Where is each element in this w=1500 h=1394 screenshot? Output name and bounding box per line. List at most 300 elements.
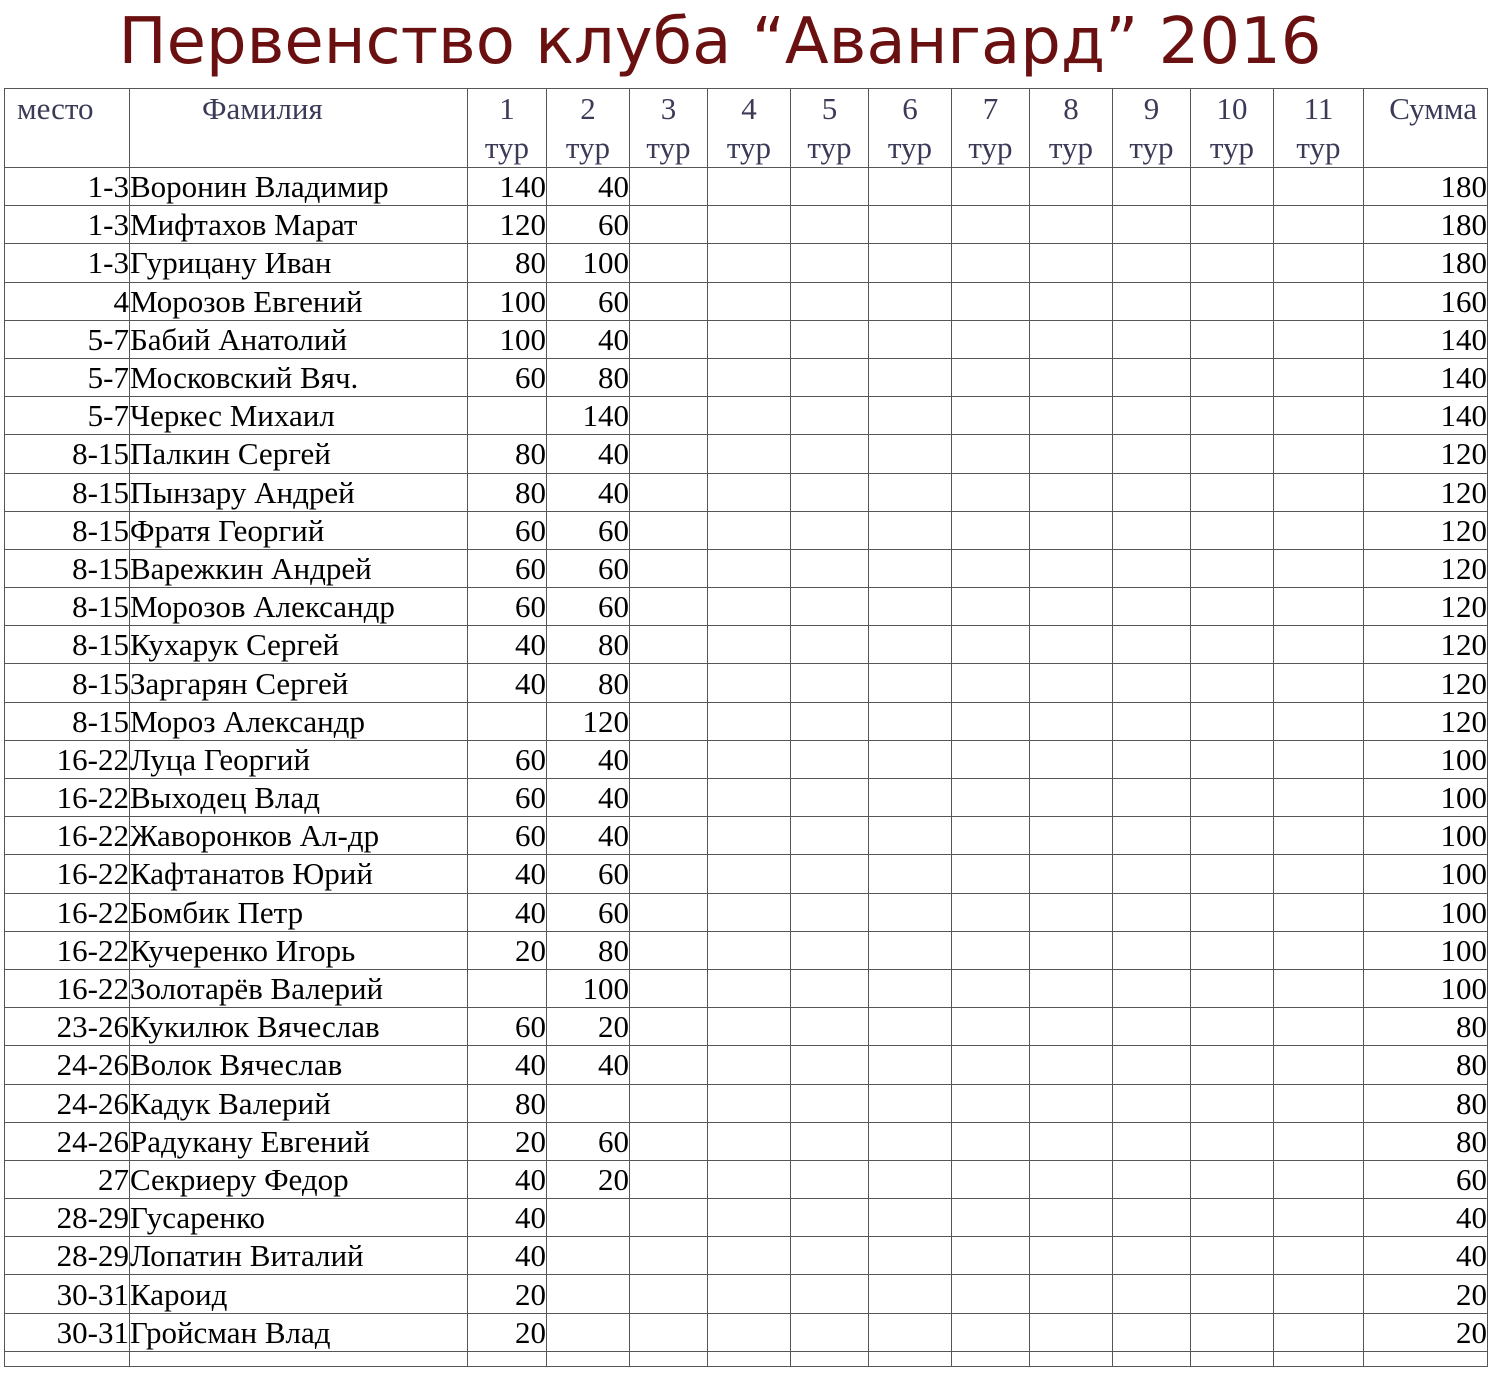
round-4-score-cell [708, 549, 791, 587]
round-4-score-cell [708, 1237, 791, 1275]
round-5-score-cell [791, 626, 869, 664]
round-5-score-cell [791, 168, 869, 206]
round-8-score-cell [1030, 969, 1113, 1007]
round-3-score-cell [630, 702, 708, 740]
round-3-score-cell [630, 1084, 708, 1122]
round-8-score-cell [1030, 702, 1113, 740]
round-11-score-cell [1274, 817, 1364, 855]
place-cell: 1-3 [5, 244, 130, 282]
round-number: 8 [1063, 91, 1079, 126]
round-2-score-cell: 100 [547, 969, 630, 1007]
empty-cell [5, 1351, 130, 1366]
table-row [5, 244, 1488, 282]
round-3-score-cell [630, 549, 708, 587]
round-2-score-cell: 140 [547, 397, 630, 435]
round-7-score-cell [952, 511, 1030, 549]
round-2-score-cell: 40 [547, 473, 630, 511]
table-row [5, 893, 1488, 931]
round-label: тур [887, 130, 933, 165]
round-2-score-cell: 40 [547, 320, 630, 358]
round-6-score-cell [869, 244, 952, 282]
sum-cell: 120 [1364, 664, 1488, 702]
round-1-score-cell: 40 [468, 664, 547, 702]
round-10-score-cell [1191, 206, 1274, 244]
place-cell: 8-15 [5, 664, 130, 702]
round-3-score-cell [630, 435, 708, 473]
table-row [5, 549, 1488, 587]
round-3-score-cell [630, 1122, 708, 1160]
round-9-score-cell [1113, 168, 1191, 206]
round-5-score-cell [791, 1160, 869, 1198]
round-6-score-cell [869, 435, 952, 473]
round-7-score-cell [952, 1084, 1030, 1122]
round-8-score-cell [1030, 1275, 1113, 1313]
round-11-score-cell [1274, 549, 1364, 587]
round-1-score-cell [468, 397, 547, 435]
round-7-score-cell [952, 740, 1030, 778]
round-label: тур [726, 130, 772, 165]
round-label: тур [646, 130, 691, 165]
round-10-score-cell [1191, 1160, 1274, 1198]
player-name-cell: Пынзару Андрей [130, 473, 468, 511]
round-label: тур [1129, 130, 1174, 165]
round-2-score-cell [547, 1237, 630, 1275]
round-8-score-cell [1030, 168, 1113, 206]
round-6-score-cell [869, 206, 952, 244]
table-row [5, 206, 1488, 244]
round-5-score-cell [791, 244, 869, 282]
round-9-score-cell [1113, 1084, 1191, 1122]
round-6-score-cell [869, 549, 952, 587]
round-10-score-cell [1191, 931, 1274, 969]
round-6-score-cell [869, 740, 952, 778]
place-cell: 8-15 [5, 626, 130, 664]
place-cell: 16-22 [5, 855, 130, 893]
round-3-score-cell [630, 244, 708, 282]
round-4-score-cell [708, 893, 791, 931]
sum-cell: 20 [1364, 1313, 1488, 1351]
round-label: тур [1209, 130, 1255, 165]
round-10-score-cell [1191, 1199, 1274, 1237]
round-2-score-cell: 60 [547, 1122, 630, 1160]
round-5-score-cell [791, 702, 869, 740]
round-1-score-cell: 140 [468, 168, 547, 206]
round-11-score-cell [1274, 358, 1364, 396]
round-label: тур [807, 130, 852, 165]
round-11-score-cell [1274, 206, 1364, 244]
round-9-score-cell [1113, 435, 1191, 473]
round-7-score-cell [952, 931, 1030, 969]
round-3-score-cell [630, 1275, 708, 1313]
round-11-score-cell [1274, 931, 1364, 969]
round-3-score-cell [630, 1199, 708, 1237]
round-11-score-cell [1274, 511, 1364, 549]
sum-cell: 180 [1364, 244, 1488, 282]
round-10-score-cell [1191, 473, 1274, 511]
round-3-score-cell [630, 168, 708, 206]
round-number: 5 [821, 91, 838, 126]
round-11-score-cell [1274, 320, 1364, 358]
round-2-score-cell: 60 [547, 855, 630, 893]
round-9-score-cell [1113, 664, 1191, 702]
round-9-score-cell [1113, 282, 1191, 320]
round-8-score-cell [1030, 397, 1113, 435]
round-10-score-cell [1191, 549, 1274, 587]
round-2-score-cell: 80 [547, 626, 630, 664]
round-8-score-cell [1030, 664, 1113, 702]
round-7-score-cell [952, 817, 1030, 855]
round-6-score-cell [869, 893, 952, 931]
empty-cell [952, 1351, 1030, 1366]
round-number: 7 [982, 91, 999, 126]
table-row [5, 1199, 1488, 1237]
round-7-score-cell [952, 855, 1030, 893]
round-9-score-cell [1113, 1237, 1191, 1275]
round-3-score-cell [630, 969, 708, 1007]
round-11-score-cell [1274, 1084, 1364, 1122]
round-6-score-cell [869, 168, 952, 206]
round-5-score-cell [791, 473, 869, 511]
sum-cell: 120 [1364, 702, 1488, 740]
round-9-score-cell [1113, 1160, 1191, 1198]
place-cell: 8-15 [5, 473, 130, 511]
round-number: 10 [1216, 91, 1248, 126]
round-1-score-cell: 40 [468, 1160, 547, 1198]
round-8-score-cell [1030, 320, 1113, 358]
round-3-score-cell [630, 1237, 708, 1275]
round-5-score-cell [791, 779, 869, 817]
round-8-score-cell [1030, 1046, 1113, 1084]
round-10-score-cell [1191, 664, 1274, 702]
round-10-score-cell [1191, 282, 1274, 320]
round-8-score-cell [1030, 1313, 1113, 1351]
round-2-score-cell: 40 [547, 817, 630, 855]
sum-cell: 100 [1364, 817, 1488, 855]
round-10-score-cell [1191, 1008, 1274, 1046]
standings-table [4, 88, 1488, 1367]
round-1-score-cell: 60 [468, 740, 547, 778]
round-8-score-cell [1030, 435, 1113, 473]
round-8-score-cell [1030, 358, 1113, 396]
empty-cell [547, 1351, 630, 1366]
round-7-score-cell [952, 1237, 1030, 1275]
round-5-score-cell [791, 664, 869, 702]
round-10-score-cell [1191, 702, 1274, 740]
sum-cell: 120 [1364, 626, 1488, 664]
round-7-score-cell [952, 588, 1030, 626]
place-cell: 1-3 [5, 168, 130, 206]
table-row [5, 1084, 1488, 1122]
round-4-score-cell [708, 168, 791, 206]
header-round-2 [547, 89, 630, 168]
round-label: тур [1296, 130, 1341, 165]
round-11-score-cell [1274, 282, 1364, 320]
round-5-score-cell [791, 1313, 869, 1351]
round-7-score-cell [952, 1313, 1030, 1351]
sum-cell: 120 [1364, 511, 1488, 549]
round-2-score-cell: 80 [547, 931, 630, 969]
round-4-score-cell [708, 1275, 791, 1313]
round-3-score-cell [630, 206, 708, 244]
round-8-score-cell [1030, 817, 1113, 855]
round-1-score-cell: 40 [468, 1046, 547, 1084]
place-cell: 16-22 [5, 817, 130, 855]
round-1-score-cell: 60 [468, 588, 547, 626]
place-cell: 16-22 [5, 893, 130, 931]
round-4-score-cell [708, 855, 791, 893]
round-11-score-cell [1274, 1275, 1364, 1313]
round-9-score-cell [1113, 893, 1191, 931]
round-5-score-cell [791, 740, 869, 778]
round-6-score-cell [869, 1046, 952, 1084]
place-cell: 5-7 [5, 320, 130, 358]
round-9-score-cell [1113, 549, 1191, 587]
round-2-score-cell [547, 1084, 630, 1122]
player-name-cell: Воронин Владимир [130, 168, 468, 206]
header-place: место [5, 89, 130, 168]
round-4-score-cell [708, 1084, 791, 1122]
round-1-score-cell: 40 [468, 1237, 547, 1275]
sum-cell: 120 [1364, 588, 1488, 626]
round-7-score-cell [952, 168, 1030, 206]
player-name-cell: Волок Вячеслав [130, 1046, 468, 1084]
sum-cell: 120 [1364, 435, 1488, 473]
round-2-score-cell: 80 [547, 664, 630, 702]
header-round-11 [1274, 89, 1364, 168]
sum-cell: 140 [1364, 320, 1488, 358]
table-row [5, 1008, 1488, 1046]
round-4-score-cell [708, 320, 791, 358]
round-7-score-cell [952, 320, 1030, 358]
round-3-score-cell [630, 664, 708, 702]
round-3-score-cell [630, 779, 708, 817]
table-row [5, 1237, 1488, 1275]
round-label: тур [484, 130, 530, 165]
round-10-score-cell [1191, 1275, 1274, 1313]
round-1-score-cell: 20 [468, 931, 547, 969]
round-2-score-cell [547, 1313, 630, 1351]
header-sum: Сумма [1364, 89, 1488, 168]
round-6-score-cell [869, 664, 952, 702]
round-7-score-cell [952, 1046, 1030, 1084]
round-4-score-cell [708, 969, 791, 1007]
round-1-score-cell: 20 [468, 1313, 547, 1351]
round-number: 4 [741, 91, 757, 126]
round-5-score-cell [791, 358, 869, 396]
round-5-score-cell [791, 1237, 869, 1275]
player-name-cell: Варежкин Андрей [130, 549, 468, 587]
sum-cell: 100 [1364, 740, 1488, 778]
round-8-score-cell [1030, 855, 1113, 893]
round-11-score-cell [1274, 168, 1364, 206]
table-row [5, 931, 1488, 969]
round-3-score-cell [630, 626, 708, 664]
sum-cell: 160 [1364, 282, 1488, 320]
round-9-score-cell [1113, 740, 1191, 778]
round-9-score-cell [1113, 1046, 1191, 1084]
round-10-score-cell [1191, 588, 1274, 626]
round-6-score-cell [869, 626, 952, 664]
round-4-score-cell [708, 1046, 791, 1084]
round-11-score-cell [1274, 969, 1364, 1007]
round-5-score-cell [791, 931, 869, 969]
header-round-10 [1191, 89, 1274, 168]
header-round-8 [1030, 89, 1113, 168]
empty-row [5, 1351, 1488, 1366]
player-name-cell: Золотарёв Валерий [130, 969, 468, 1007]
round-5-score-cell [791, 435, 869, 473]
empty-cell [791, 1351, 869, 1366]
round-4-score-cell [708, 435, 791, 473]
sum-cell: 100 [1364, 931, 1488, 969]
round-10-score-cell [1191, 893, 1274, 931]
round-7-score-cell [952, 1275, 1030, 1313]
player-name-cell: Морозов Евгений [130, 282, 468, 320]
round-7-score-cell [952, 435, 1030, 473]
round-8-score-cell [1030, 1237, 1113, 1275]
round-11-score-cell [1274, 740, 1364, 778]
place-cell: 8-15 [5, 549, 130, 587]
round-9-score-cell [1113, 244, 1191, 282]
round-6-score-cell [869, 320, 952, 358]
round-8-score-cell [1030, 282, 1113, 320]
round-2-score-cell: 120 [547, 702, 630, 740]
round-1-score-cell: 40 [468, 1199, 547, 1237]
round-3-score-cell [630, 282, 708, 320]
round-2-score-cell: 40 [547, 779, 630, 817]
header-round-1 [468, 89, 547, 168]
player-name-cell: Гурицану Иван [130, 244, 468, 282]
table-row [5, 1160, 1488, 1198]
round-5-score-cell [791, 817, 869, 855]
round-1-score-cell: 60 [468, 1008, 547, 1046]
round-1-score-cell: 60 [468, 549, 547, 587]
round-11-score-cell [1274, 779, 1364, 817]
round-9-score-cell [1113, 206, 1191, 244]
table-row [5, 1046, 1488, 1084]
round-4-score-cell [708, 511, 791, 549]
round-label: тур [565, 130, 611, 165]
round-9-score-cell [1113, 855, 1191, 893]
round-9-score-cell [1113, 397, 1191, 435]
player-name-cell: Лопатин Виталий [130, 1237, 468, 1275]
place-cell: 30-31 [5, 1313, 130, 1351]
round-9-score-cell [1113, 1199, 1191, 1237]
round-5-score-cell [791, 206, 869, 244]
round-8-score-cell [1030, 1122, 1113, 1160]
player-name-cell: Фратя Георгий [130, 511, 468, 549]
round-10-score-cell [1191, 779, 1274, 817]
round-4-score-cell [708, 1122, 791, 1160]
round-4-score-cell [708, 397, 791, 435]
empty-cell [1030, 1351, 1113, 1366]
round-11-score-cell [1274, 588, 1364, 626]
round-11-score-cell [1274, 397, 1364, 435]
sum-cell: 40 [1364, 1237, 1488, 1275]
round-6-score-cell [869, 1275, 952, 1313]
sum-cell: 140 [1364, 397, 1488, 435]
place-cell: 23-26 [5, 1008, 130, 1046]
player-name-cell: Луца Георгий [130, 740, 468, 778]
place-cell: 27 [5, 1160, 130, 1198]
round-7-score-cell [952, 1008, 1030, 1046]
round-4-score-cell [708, 588, 791, 626]
empty-cell [130, 1351, 468, 1366]
round-3-score-cell [630, 855, 708, 893]
round-6-score-cell [869, 969, 952, 1007]
round-11-score-cell [1274, 1122, 1364, 1160]
round-1-score-cell: 80 [468, 244, 547, 282]
round-10-score-cell [1191, 1313, 1274, 1351]
round-4-score-cell [708, 817, 791, 855]
round-3-score-cell [630, 817, 708, 855]
round-4-score-cell [708, 1160, 791, 1198]
round-8-score-cell [1030, 244, 1113, 282]
round-number: 2 [580, 91, 596, 126]
round-10-score-cell [1191, 244, 1274, 282]
header-round-9 [1113, 89, 1191, 168]
round-1-score-cell: 20 [468, 1275, 547, 1313]
round-5-score-cell [791, 969, 869, 1007]
round-5-score-cell [791, 320, 869, 358]
round-5-score-cell [791, 588, 869, 626]
round-8-score-cell [1030, 206, 1113, 244]
round-2-score-cell: 40 [547, 1046, 630, 1084]
round-label: тур [1048, 130, 1094, 165]
round-2-score-cell [547, 1275, 630, 1313]
place-cell: 28-29 [5, 1237, 130, 1275]
round-9-score-cell [1113, 702, 1191, 740]
round-3-score-cell [630, 1008, 708, 1046]
round-4-score-cell [708, 931, 791, 969]
table-row [5, 168, 1488, 206]
header-name: Фамилия [130, 89, 468, 168]
round-number: 9 [1143, 91, 1160, 126]
round-3-score-cell [630, 1160, 708, 1198]
empty-cell [468, 1351, 547, 1366]
place-cell: 4 [5, 282, 130, 320]
round-2-score-cell: 20 [547, 1008, 630, 1046]
round-2-score-cell: 60 [547, 893, 630, 931]
player-name-cell: Кучеренко Игорь [130, 931, 468, 969]
round-8-score-cell [1030, 473, 1113, 511]
round-4-score-cell [708, 358, 791, 396]
round-6-score-cell [869, 358, 952, 396]
round-number: 6 [902, 91, 918, 126]
table-row [5, 435, 1488, 473]
round-9-score-cell [1113, 931, 1191, 969]
round-9-score-cell [1113, 1275, 1191, 1313]
sum-cell: 100 [1364, 779, 1488, 817]
round-7-score-cell [952, 1160, 1030, 1198]
round-7-score-cell [952, 549, 1030, 587]
round-11-score-cell [1274, 1008, 1364, 1046]
round-8-score-cell [1030, 549, 1113, 587]
round-7-score-cell [952, 244, 1030, 282]
header-round-5 [791, 89, 869, 168]
round-2-score-cell: 60 [547, 549, 630, 587]
table-row [5, 969, 1488, 1007]
place-cell: 30-31 [5, 1275, 130, 1313]
round-3-score-cell [630, 1046, 708, 1084]
round-11-score-cell [1274, 1160, 1364, 1198]
round-7-score-cell [952, 969, 1030, 1007]
place-cell: 16-22 [5, 779, 130, 817]
sum-cell: 80 [1364, 1008, 1488, 1046]
round-2-score-cell: 60 [547, 206, 630, 244]
header-round-7 [952, 89, 1030, 168]
round-8-score-cell [1030, 1199, 1113, 1237]
